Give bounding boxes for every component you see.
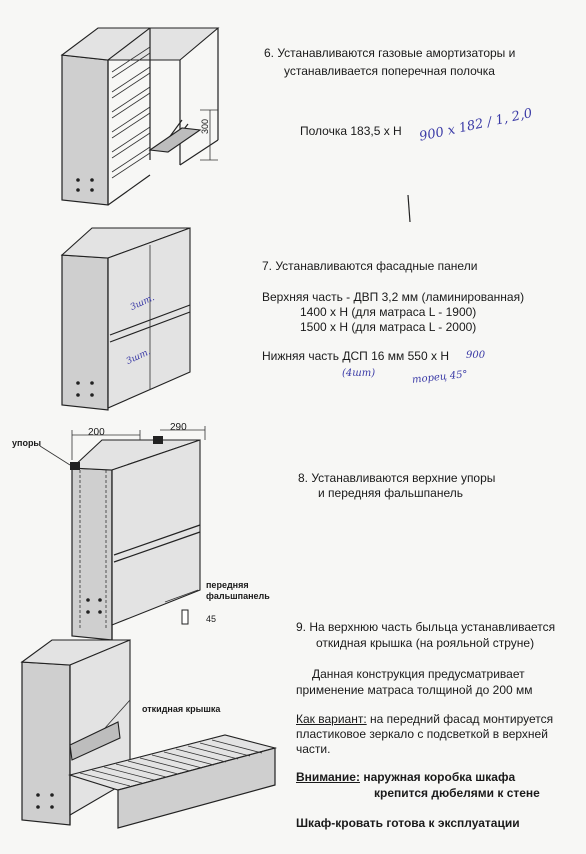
step6-handnote: 900 х 182 / 1, 2,0 [418,106,534,145]
step8-dim-small: 45 [206,614,217,624]
step9-variant2: пластиковое зеркало с подсветкой в верхней [296,727,548,741]
step7-upper-b: 1500 х Н (для матраса L - 2000) [300,320,477,334]
step8-dim-right: 290 [170,422,187,433]
step7-hand-a: (4шт) [342,368,376,379]
step6-dim: 300 [200,118,210,134]
step7-upper: Верхняя часть - ДВП 3,2 мм (ламинированная) [262,290,525,304]
step9-final: Шкаф-кровать готова к эксплуатации [296,816,520,830]
step9-note1: Данная конструкция предусматривает [312,667,525,681]
step7-hand-b: торец 45° [411,369,469,386]
hand-mark [408,195,410,222]
step9-variant3: части. [296,742,331,756]
step7-lower-hand: 900 [466,350,486,361]
step7-panel-note-a: 3шт. [128,293,157,313]
figure-step7 [62,228,190,410]
step9-title: 9. На верхнюю часть быльца устанавливается [296,620,556,634]
step7-title: 7. Устанавливаются фасадные панели [262,259,478,273]
figure-step6 [62,28,218,205]
step8-title: 8. Устанавливаются верхние упоры [298,471,496,485]
step9-attention-text: наружная коробка шкафа [359,770,516,784]
step9-variant-label: Как вариант: [296,712,367,726]
step9-variant-line1 [296,712,553,727]
step8-label-panel-a: передняя [206,580,249,590]
step8-label-stops: упоры [12,438,42,448]
step9-title-line2: откидная крышка (на рояльной струне) [316,636,535,650]
step9-lid-label: откидная крышка [142,704,221,714]
step9-attention-line1 [296,770,515,785]
step6-shelf: Полочка 183,5 х Н [300,124,402,138]
step9-variant-text: на передний фасад монтируется [366,712,554,726]
step6-title-line2: устанавливается поперечная полочка [284,64,495,78]
figure-step9 [22,640,275,828]
step9-attention2: крепится дюбелями к стене [374,786,540,800]
step9-attention-label: Внимание: [296,770,360,784]
step8-title-line2: и передняя фальшпанель [318,486,464,500]
step9-note2: применение матраса толщиной до 200 мм [296,683,533,697]
step8-label-panel-b: фальшпанель [206,591,270,601]
step7-lower: Нижняя часть ДСП 16 мм 550 х Н [262,349,449,363]
step7-upper-a: 1400 х Н (для матраса L - 1900) [300,305,477,319]
step7-panel-note-b: 3шт. [124,347,153,367]
step8-dim-left: 200 [88,427,105,438]
figure-step8 [40,426,205,640]
step6-title: 6. Устанавливаются газовые амортизаторы и [264,46,516,60]
